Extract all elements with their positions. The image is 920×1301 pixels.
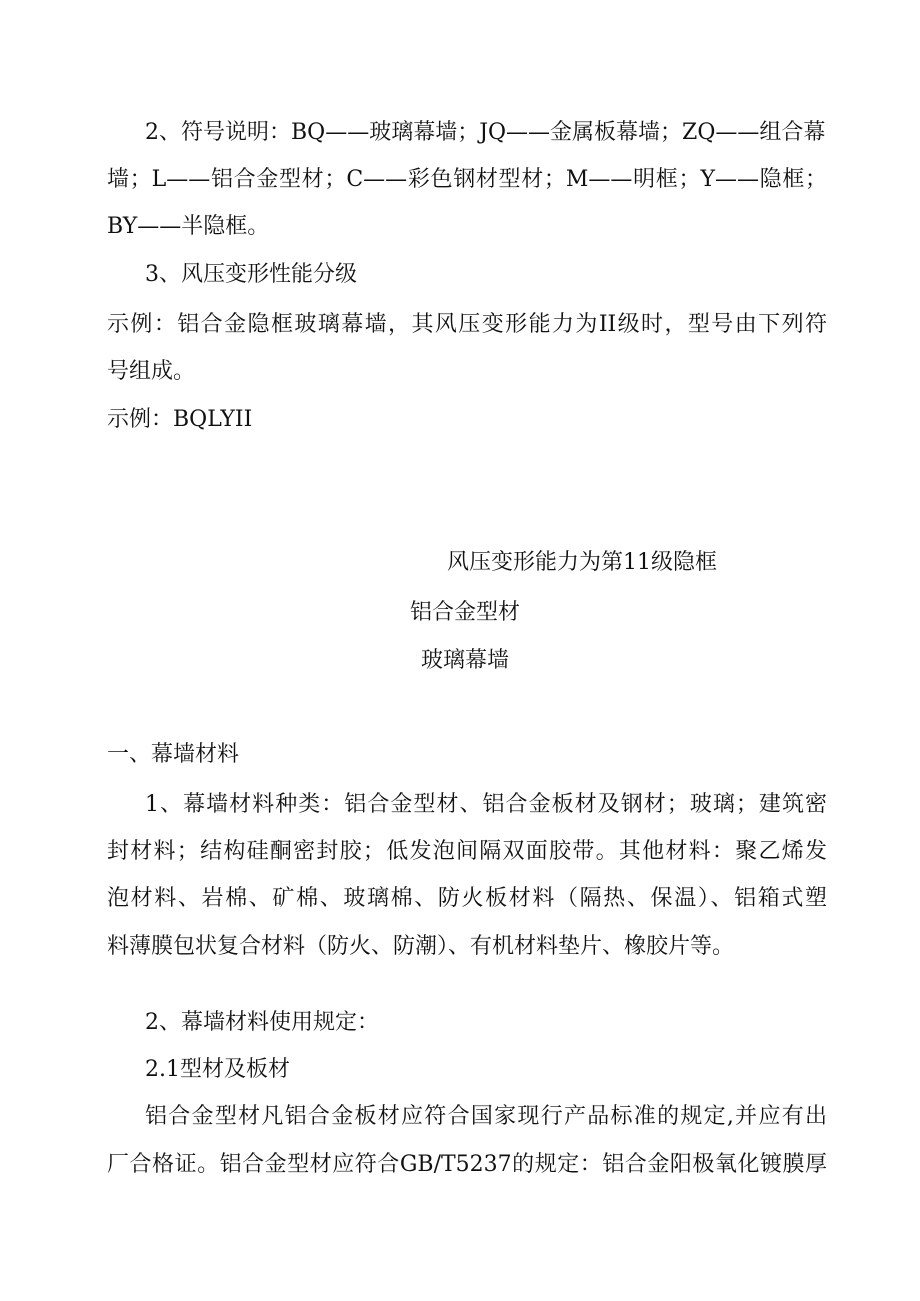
- example-line-2: 号组成。: [107, 359, 196, 384]
- types-line-2: 封材料；结构硅酮密封胶；低发泡间隔双面胶带。其他材料：聚乙烯发: [107, 839, 827, 864]
- rules-heading: 2、幕墙材料使用规定：: [145, 1010, 379, 1035]
- label-grade: 风压变形能力为第11级隐框: [447, 550, 717, 575]
- symbols-line-1: 2、符号说明：BQ——玻璃幕墙；JQ——金属板幕墙；ZQ——组合幕: [145, 120, 826, 145]
- types-line-3: 泡材料、岩棉、矿棉、玻璃棉、防火板材料（隔热、保温）、铝箱式塑: [107, 886, 827, 911]
- example-line-1: 示例：铝合金隐框玻璃幕墙，其风压变形能力为II级时，型号由下列符: [107, 312, 827, 337]
- sub-heading: 2.1型材及板材: [145, 1057, 290, 1082]
- wind-pressure-heading: 3、风压变形性能分级: [145, 262, 357, 287]
- label-material: 铝合金型材: [410, 600, 521, 625]
- label-wall: 玻璃幕墙: [421, 648, 510, 673]
- types-line-4: 料薄膜包状复合材料（防火、防潮）、有机材料垫片、橡胶片等。: [107, 934, 735, 959]
- profile-line-1: 铝合金型材凡铝合金板材应符合国家现行产品标准的规定,并应有出: [145, 1104, 827, 1129]
- types-line-1: 1、幕墙材料种类：铝合金型材、铝合金板材及钢材；玻璃；建筑密: [145, 792, 827, 817]
- model-example: 示例：BQLYII: [107, 407, 253, 432]
- symbols-line-2: 墙；L——铝合金型材；C——彩色钢材型材；M——明框；Y——隐框；: [107, 167, 827, 192]
- section-heading: 一、幕墙材料: [107, 742, 240, 767]
- profile-line-2: 厂合格证。铝合金型材应符合GB/T5237的规定：铝合金阳极氧化镀膜厚: [107, 1152, 827, 1177]
- symbols-line-3: BY——半隐框。: [107, 214, 270, 239]
